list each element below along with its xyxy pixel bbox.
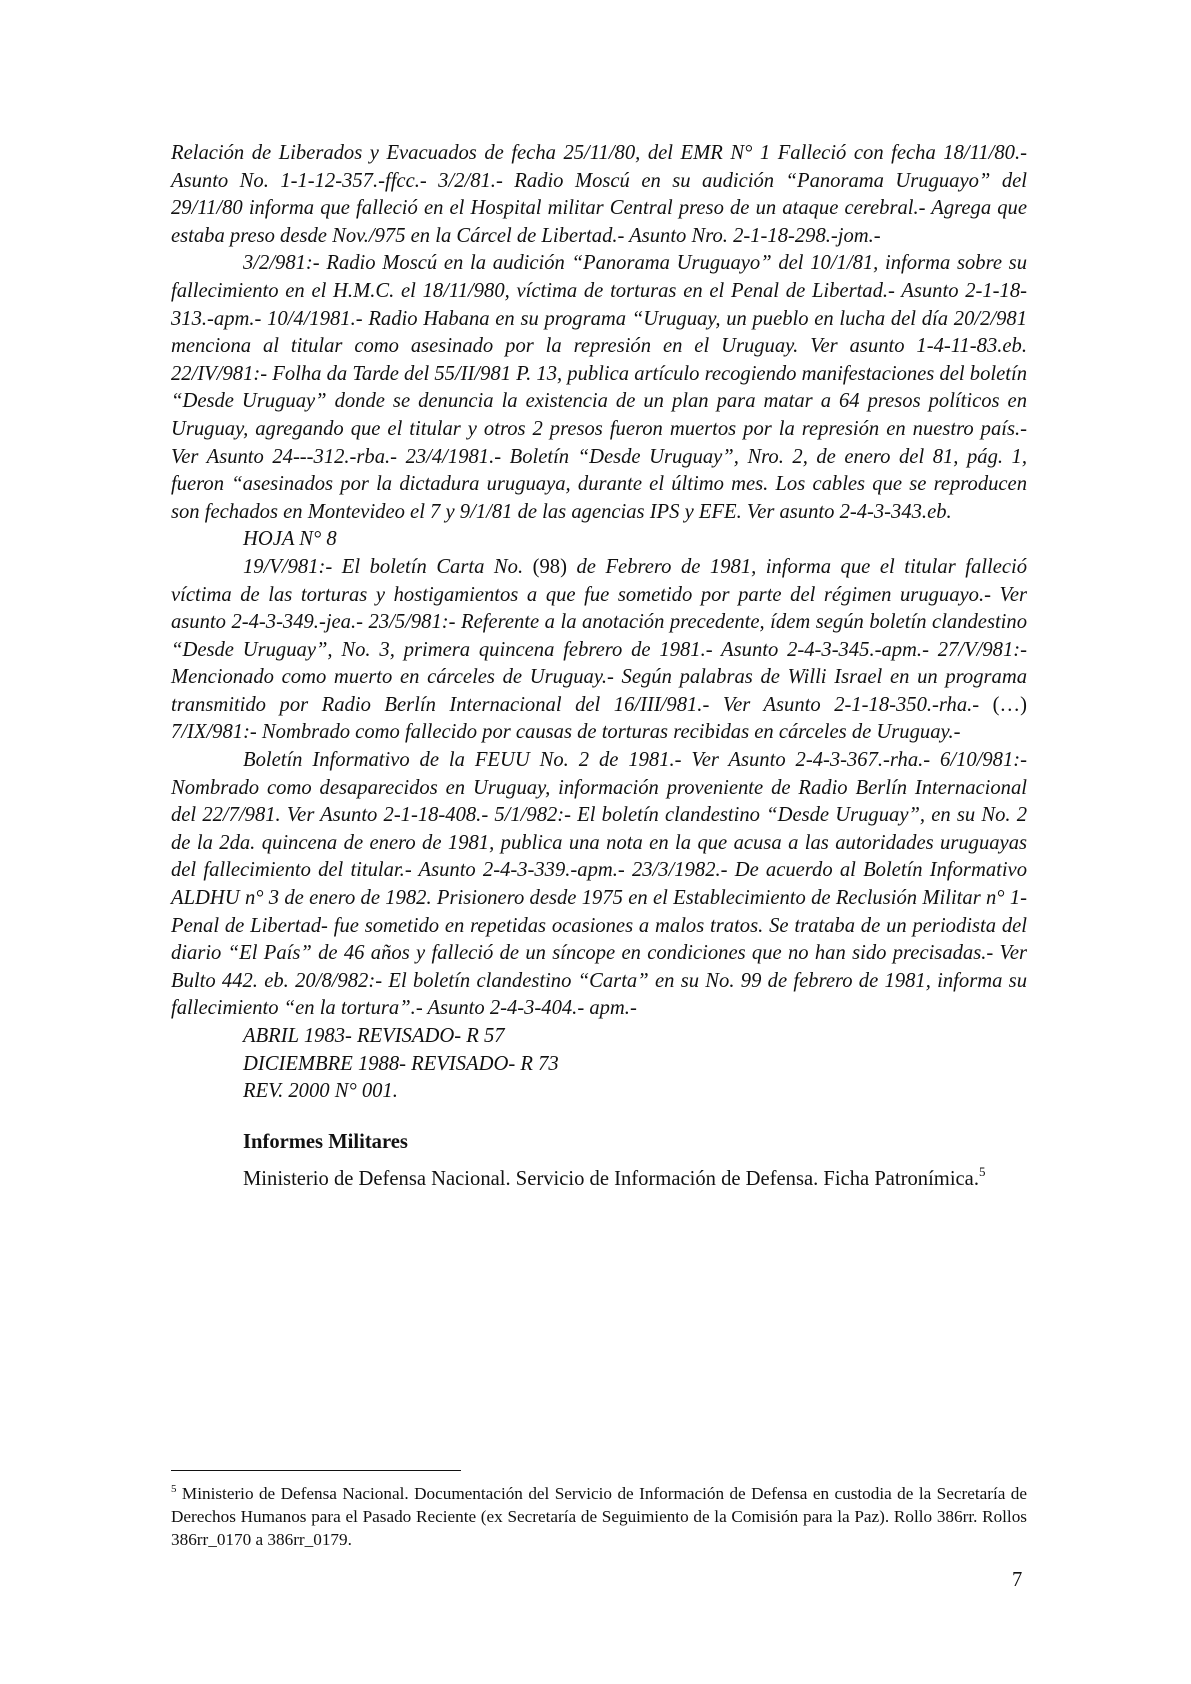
section-heading: Informes Militares (243, 1130, 408, 1153)
revision-line-3: REV. 2000 N° 001. (243, 1080, 398, 1103)
paragraph-feuu: Boletín Informativo de la FEUU No. 2 de 1981.- Ver Asunto 2-4-3-367.-rha.- 6/10/981:- Nombrado como desaparecidos en Uruguay, información proveniente de Radio Berlín Internacional del 22/7/981. Ver Asunto 2-1-18-408.- 5/1/982:- El boletín clandestino “Desde Uruguay”, en su No. 2 de la 2da. quincena de enero de 1981, publica una nota en la que acusa a las autoridades uruguayas del fallecimiento del titular.- Asunto 2-4-3-339.-apm.- 23/3/1982.- De acuerdo al Boletín Informativo ALDHU n° 3 de enero de 1982. Prisionero desde 1975 en el Establecimiento de Reclusión Militar n° 1- Penal de Libertad- fue sometido en repetidas ocasiones a malos tratos. Se trataba de un periodista del diario “El País” de 46 años y falleció de un síncope en condiciones que no han sido precisadas.- Ver Bulto 442. eb. 20/8/982:- El boletín clandestino “Carta” en su No. 99 de febrero de 1981, informa su fallecimiento “en la tortura”.- Asunto 2-4-3-404.- apm.- (171, 749, 1027, 1020)
paragraph-boletin-carta-start: 19/V/981:- El boletín Carta No. (243, 555, 524, 578)
omission-mark: (…) (992, 693, 1027, 716)
paragraph-liberados: Relación de Liberados y Evacuados de fecha 25/11/80, del EMR N° 1 Falleció con fecha 18/11/80.- Asunto No. 1-1-12-357.-ffcc.- 3/2/81.- Radio Moscú en su audición “Panorama Uruguayo” del 29/11/80 informa que falleció en el Hospital militar Central preso de un ataque cerebral.- Agrega que estaba preso desde Nov./975 en la Cárcel de Libertad.- Asunto Nro. 2-1-18-298.-jom.- (171, 142, 1027, 247)
footnote-marker: 5 (171, 1483, 177, 1495)
section-body (171, 1163, 1027, 1194)
footnote-text: Ministerio de Defensa Nacional. Documentación del Servicio de Información de Defensa en custodia de la Secretaría de Derechos Humanos para el Pasado Reciente (ex Secretaría de Seguimiento de la Comisión para la Paz). Rollo 386rr. Rollos 386rr_0170 a 386rr_0179. (171, 1484, 1027, 1550)
paragraph-boletin-carta-end: 7/IX/981:- Nombrado como fallecido por causas de torturas recibidas en cárceles de Uruguay.- (171, 721, 961, 744)
paragraph-boletin-carta-body: de Febrero de 1981, informa que el titular falleció víctima de las torturas y hostigamientos a que fue sometido por parte del régimen uruguayo.- Ver asunto 2-4-3-349.-jea.- 23/5/981:- Referente a la anotación precedente, ídem según boletín clandestino “Desde Uruguay”, No. 3, primera quincena febrero de 1981.- Asunto 2-4-3-345.-apm.- 27/V/981:- Mencionado como muerto en cárceles de Uruguay.- Según palabras de Willi Israel en un programa transmitido por Radio Berlín Internacional del 16/III/981.- Ver Asunto 2-1-18-350.-rha.- (171, 555, 1028, 716)
paragraph-boletin-carta (171, 554, 1027, 747)
page-number: 7 (1012, 1569, 1023, 1591)
paragraph-radio-moscu: 3/2/981:- Radio Moscú en la audición “Panorama Uruguayo” del 10/1/81, informa sobre su fallecimiento en el H.M.C. el 18/11/980, víctima de torturas en el Penal de Libertad.- Asunto 2-1-18-313.-apm.- 10/4/1981.- Radio Habana en su programa “Uruguay, un pueblo en lucha del día 20/2/981 menciona al titular como asesinado por la represión en el Uruguay. Ver asunto 1-4-11-83.eb. 22/IV/981:- Folha da Tarde del 55/II/981 P. 13, publica artículo recogiendo manifestaciones del boletín “Desde Uruguay” donde se denuncia la existencia de un plan para matar a 64 presos políticos en Uruguay, agregando que el titular y otros 2 presos fueron muertos por la represión en nuestro país.- Ver Asunto 24---312.-rba.- 23/4/1981.- Boletín “Desde Uruguay”, Nro. 2, de enero del 81, pág. 1, fueron “asesinados por la dictadura uruguaya, durante el último mes. Los cables que se reproducen son fechados en Montevideo el 7 y 9/1/81 de las agencias IPS y EFE. Ver asunto 2-4-3-343.eb. (171, 252, 1027, 523)
document-page (171, 140, 1027, 1193)
footnote-reference[interactable]: 5 (978, 1163, 986, 1179)
section-body-text: Ministerio de Defensa Nacional. Servicio de Información de Defensa. Ficha Patronímica. (243, 1167, 979, 1190)
sheet-label: HOJA N° 8 (243, 528, 337, 551)
revision-line-1: ABRIL 1983- REVISADO- R 57 (243, 1025, 505, 1047)
footnote-separator (171, 1470, 461, 1471)
issue-number: (98) (532, 555, 567, 578)
revision-line-2: DICIEMBRE 1988- REVISADO- R 73 (243, 1052, 559, 1075)
footnote (171, 1482, 1027, 1552)
